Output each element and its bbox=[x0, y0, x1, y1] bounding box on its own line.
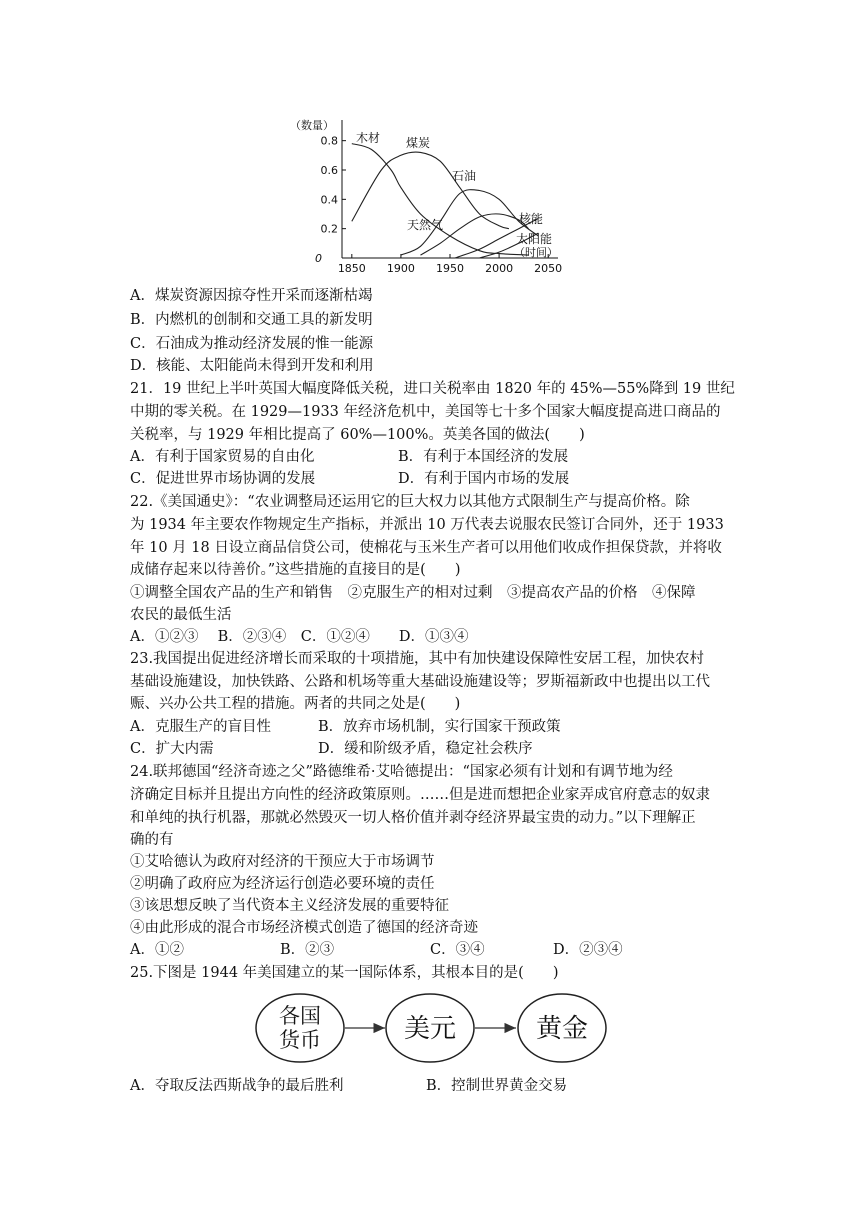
x-axis-label: （时间） bbox=[514, 246, 558, 259]
y-axis-label: （数量） bbox=[290, 119, 334, 132]
q24-option-b: B．②③ bbox=[280, 942, 335, 958]
q24-stem-line: 确的有 bbox=[130, 832, 174, 848]
q23-stem-line: 23.我国提出促进经济增长而采取的十项措施，其中有加快建设保障性安居工程，加快农村 bbox=[130, 651, 705, 667]
q24-statement: ③该思想反映了当代资本主义经济发展的重要特征 bbox=[130, 898, 449, 914]
q23-option-a: A．克服生产的盲目性 bbox=[130, 719, 271, 735]
node-label: 各国 bbox=[279, 1004, 321, 1028]
q22-stem-line: ①调整全国农产品的生产和销售 ②克服生产的相对过剩 ③提高农产品的价格 ④保障 bbox=[130, 585, 696, 601]
q25-option-a: A．夺取反法西斯战争的最后胜利 bbox=[130, 1078, 344, 1094]
q21-stem-line: 中期的零关税。在 1929—1933 年经济危机中，美国等七十多个国家大幅度提高进口商品的 bbox=[130, 404, 721, 420]
q22-stem-line: 农民的最低生活 bbox=[130, 607, 232, 623]
q23-option-c: C．扩大内需 bbox=[130, 741, 214, 757]
q25-stem: 25.下图是 1944 年美国建立的某一国际体系，其根本目的是( ) bbox=[130, 965, 559, 981]
q21-option-b: B．有利于本国经济的发展 bbox=[398, 449, 569, 465]
node-label: 黄金 bbox=[535, 1014, 589, 1044]
q22-stem-line: 年 10 月 18 日设立商品信贷公司，使棉花与玉米生产者可以用他们收成作担保贷款，并将收 bbox=[130, 540, 722, 556]
y-tick-label: 0 bbox=[315, 252, 322, 265]
x-tick-label: 2050 bbox=[534, 262, 563, 272]
series-line bbox=[352, 144, 529, 256]
node-national-currencies bbox=[256, 994, 344, 1062]
node-us-dollar bbox=[386, 994, 474, 1062]
q24-option-a: A．①② bbox=[130, 942, 184, 958]
series-label: 煤炭 bbox=[406, 136, 431, 150]
node-label: 美元 bbox=[403, 1014, 457, 1044]
q21-stem-line: 21．19 世纪上半叶英国大幅度降低关税，进口关税率由 1820 年的 45%—55%降到 19 世纪 bbox=[130, 381, 735, 397]
q24-statement: ①艾哈德认为政府对经济的干预应大于市场调节 bbox=[130, 854, 435, 870]
q24-option-c: C．③④ bbox=[430, 942, 485, 958]
q23-stem-line: 基础设施建设，加快铁路、公路和机场等重大基础设施建设等；罗斯福新政中也提出以工代 bbox=[130, 674, 710, 690]
x-tick-label: 2000 bbox=[485, 262, 514, 272]
y-tick-label: 0.8 bbox=[320, 134, 338, 148]
chart-labels bbox=[356, 130, 552, 246]
q20-option-c: C．石油成为推动经济发展的惟一能源 bbox=[130, 336, 374, 352]
q24-option-d: D．②③④ bbox=[553, 942, 623, 958]
q22-stem-line: 为 1934 年主要农作物规定生产指标，并派出 10 万代表去说服农民签订合同外，还于 1933 bbox=[130, 517, 724, 533]
chart-series bbox=[352, 144, 539, 258]
q21-option-c: C．促进世界市场协调的发展 bbox=[130, 471, 316, 487]
q22-stem-line: 22.《美国通史》：“农业调整局还运用它的巨大权力以其他方式限制生产与提高价格。除 bbox=[130, 494, 690, 510]
q21-stem-line: 关税率，与 1929 年相比提高了 60%—100%。英美各国的做法( ) bbox=[130, 427, 585, 443]
q23-stem-line: 赈、兴办公共工程的措施。两者的共同之处是( ) bbox=[130, 696, 461, 712]
q22-stem-line: 成储存起来以待善价。”这些措施的直接目的是( ) bbox=[130, 562, 461, 578]
node-label: 货币 bbox=[279, 1028, 321, 1052]
q24-stem-line: 24.联邦德国“经济奇迹之父”路德维希·艾哈德提出：“国家必须有计划和有调节地为经 bbox=[130, 764, 673, 780]
series-label: 核能 bbox=[519, 212, 544, 226]
x-tick-label: 1950 bbox=[436, 262, 464, 272]
x-tick-label: 1850 bbox=[337, 262, 366, 272]
y-tick-label: 0.6 bbox=[320, 164, 338, 177]
q21-option-a: A．有利于国家贸易的自由化 bbox=[130, 449, 315, 465]
q20-option-b: B．内燃机的创制和交通工具的新发明 bbox=[130, 312, 373, 328]
series-label: 天然气 bbox=[407, 218, 444, 232]
series-label: 太阳能 bbox=[516, 232, 553, 246]
q24-stem-line: 济确定目标并且提出方向性的经济政策原则。……但是进而想把企业家弄成官府意志的奴隶 bbox=[130, 787, 710, 803]
q22-answers: A．①②③ B．②③④ C．①②④ D．①③④ bbox=[130, 629, 469, 645]
q20-option-d: D．核能、太阳能尚未得到开发和利用 bbox=[130, 358, 374, 374]
bretton-woods-diagram bbox=[250, 990, 620, 1070]
q21-option-d: D．有利于国内市场的发展 bbox=[398, 471, 570, 487]
y-tick-label: 0.2 bbox=[320, 222, 338, 236]
q23-option-d: D．缓和阶级矛盾，稳定社会秩序 bbox=[318, 741, 533, 757]
q25-option-b: B．控制世界黄金交易 bbox=[426, 1078, 568, 1094]
q24-statement: ④由此形成的混合市场经济模式创造了德国的经济奇迹 bbox=[130, 920, 478, 936]
q20-option-a: A．煤炭资源因掠夺性开采而逐渐枯竭 bbox=[130, 288, 373, 304]
x-tick-label: 1900 bbox=[386, 262, 415, 272]
series-label: 木材 bbox=[356, 131, 381, 145]
series-label: 石油 bbox=[452, 169, 477, 183]
q24-stem-line: 和单纯的执行机器，那就必然毁灭一切人格价值并剥夺经济界最宝贵的动力。”以下理解正 bbox=[130, 810, 696, 826]
node-gold bbox=[518, 994, 606, 1062]
q24-statement: ②明确了政府应为经济运行创造必要环境的责任 bbox=[130, 876, 435, 892]
q23-option-b: B．放弃市场机制，实行国家干预政策 bbox=[318, 719, 561, 735]
energy-consumption-chart bbox=[290, 112, 570, 272]
y-tick-label: 0.4 bbox=[320, 193, 338, 207]
